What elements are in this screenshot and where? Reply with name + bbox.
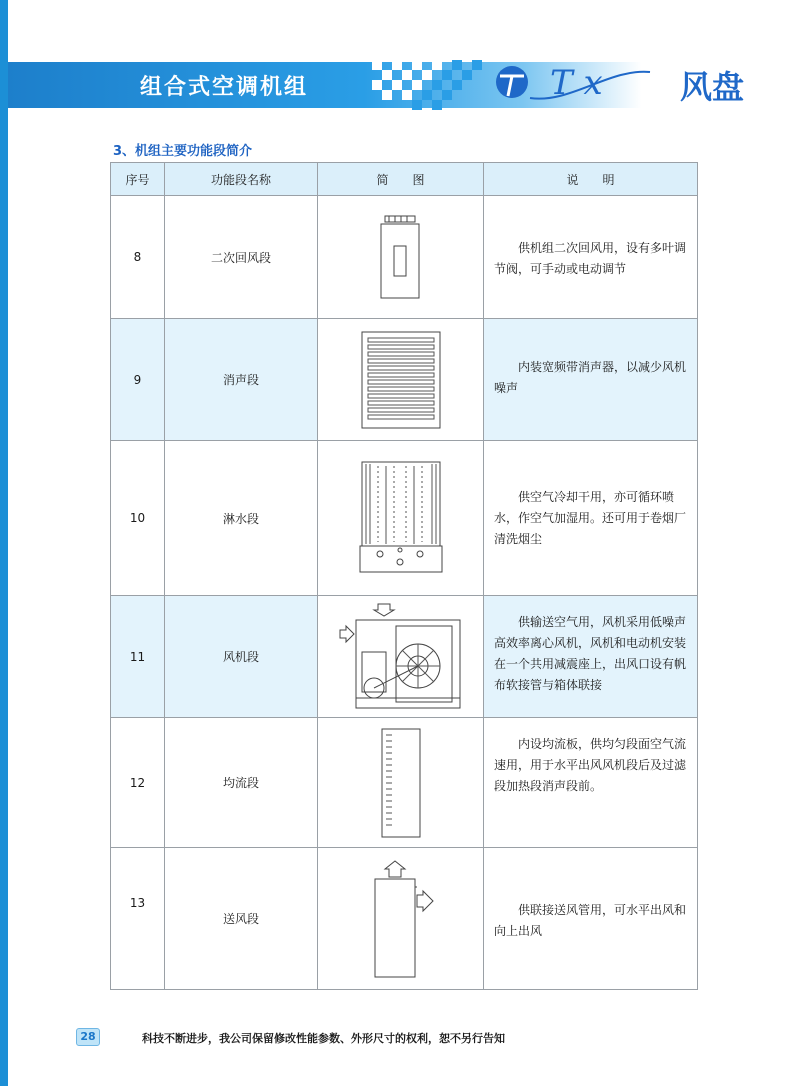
row-name: 二次回风段 — [165, 196, 318, 319]
secondary-return-air-diagram — [318, 196, 484, 319]
row-description: 内装宽频带消声器，以减少风机噪声 — [484, 319, 698, 441]
column-header-no: 序号 — [111, 163, 165, 196]
row-description: 供机组二次回风用，设有多叶调节阀，可手动或电动调节 — [484, 196, 698, 319]
row-description: 内设均流板，供均匀段面空气流速用，用于水平出风风机段后及过滤段加热段消声段前。 — [484, 718, 698, 848]
table-row — [111, 196, 698, 319]
row-description: 供输送空气用，风机采用低噪声高效率离心风机，风机和电动机安装在一个共用减震座上，出风口设有帆布软接管与箱体联接 — [484, 596, 698, 718]
column-header-diagram: 简 图 — [318, 163, 484, 196]
row-name: 送风段 — [165, 848, 318, 990]
table-header-row — [111, 163, 698, 196]
brand-mark: T x — [550, 63, 603, 103]
table-row — [111, 848, 698, 990]
left-edge-rule — [0, 0, 8, 1086]
section-title: 3、机组主要功能段简介 — [113, 144, 253, 159]
page-number: 28 — [76, 1028, 100, 1046]
table-row — [111, 718, 698, 848]
row-number: 9 — [111, 319, 165, 441]
footer-notice: 科技不断进步，我公司保留修改性能参数、外形尺寸的权利，恕不另行告知 — [142, 1032, 505, 1045]
header-title: 组合式空调机组 — [140, 75, 309, 100]
row-number: 13 — [111, 848, 165, 990]
column-header-name: 功能段名称 — [165, 163, 318, 196]
fan-section-diagram — [318, 596, 484, 718]
table-row — [111, 319, 698, 441]
flow-equalizer-diagram — [318, 718, 484, 848]
checker-pattern-icon — [372, 60, 492, 110]
table-row — [111, 596, 698, 718]
brand-text: 风盘 — [680, 68, 745, 106]
row-name: 均流段 — [165, 718, 318, 848]
supply-air-diagram — [318, 848, 484, 990]
row-number: 11 — [111, 596, 165, 718]
water-spray-diagram — [318, 441, 484, 596]
row-number: 12 — [111, 718, 165, 848]
column-header-description: 说 明 — [484, 163, 698, 196]
function-section-table — [110, 162, 698, 990]
silencer-diagram — [318, 319, 484, 441]
table-row — [111, 441, 698, 596]
row-number: 8 — [111, 196, 165, 319]
row-name: 风机段 — [165, 596, 318, 718]
row-number: 10 — [111, 441, 165, 596]
row-description: 供空气冷却干用，亦可循环喷水，作空气加湿用。还可用于卷烟厂清洗烟尘 — [484, 441, 698, 596]
row-name: 消声段 — [165, 319, 318, 441]
row-name: 淋水段 — [165, 441, 318, 596]
brand-logo-icon — [490, 58, 790, 108]
row-description: 供联接送风管用，可水平出风和向上出风 — [484, 848, 698, 990]
